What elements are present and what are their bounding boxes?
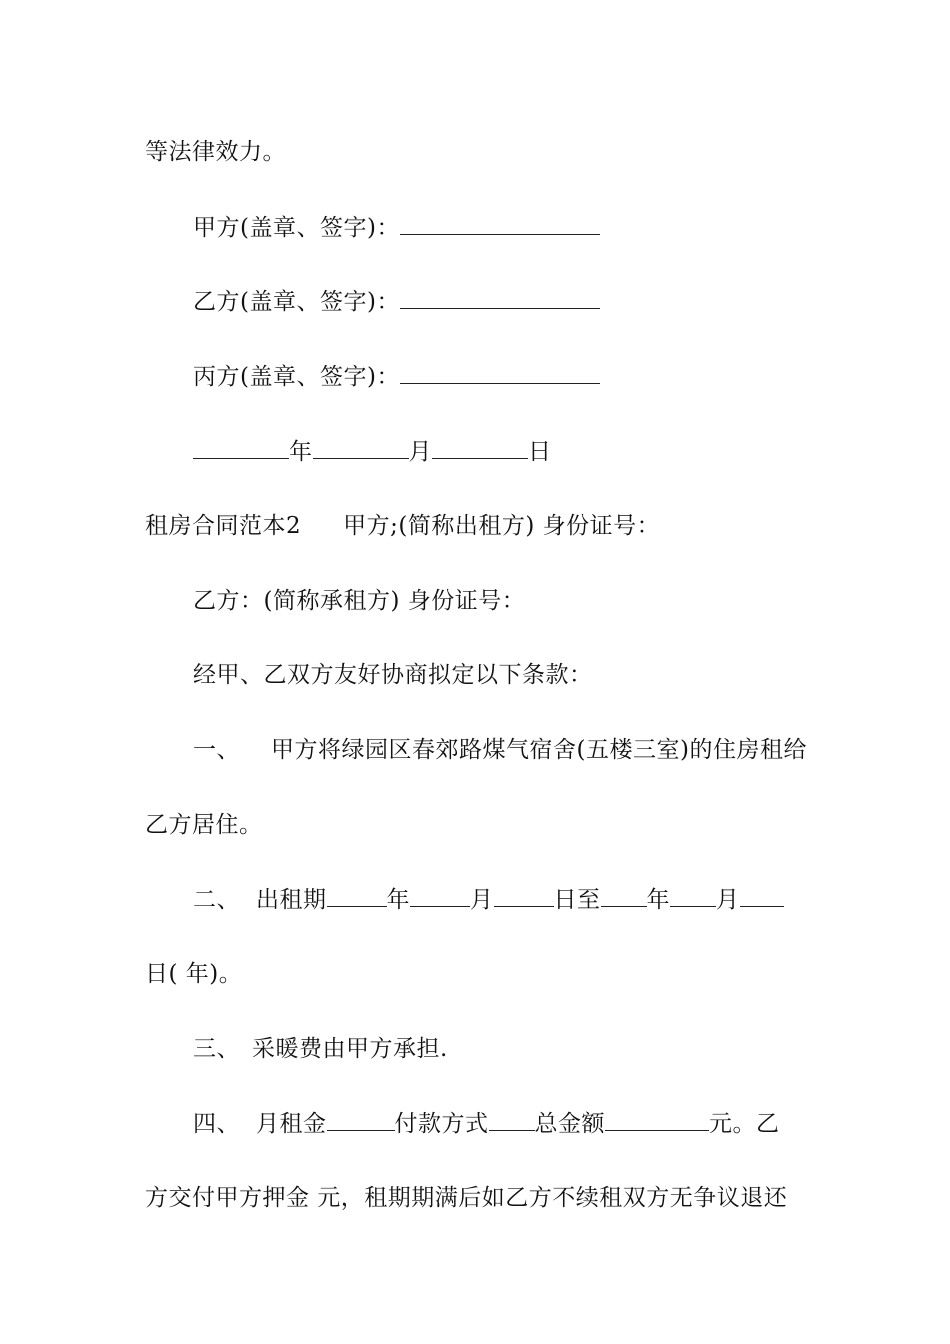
party-b-id: 乙方：(简称承租方) 身份证号： [193, 588, 526, 614]
clause-1 [193, 735, 807, 765]
clause-2-year: 年 [386, 887, 410, 913]
clause-2-blank-day [494, 884, 554, 907]
clause-4-blank-payment [489, 1108, 535, 1131]
clause-2-month: 月 [470, 887, 494, 913]
clause-2-dayto: 日至 [553, 887, 601, 913]
clause-3-text: 采暖费由甲方承担. [252, 1036, 448, 1062]
date-blank-year [193, 436, 289, 459]
date-month-label: 月 [408, 439, 432, 465]
text-line-1: 等法律效力。 [145, 139, 286, 165]
date-day-label: 日 [528, 439, 552, 465]
clause-1-number: 一、 [193, 737, 240, 763]
clause-2-label: 出租期 [256, 887, 327, 913]
clause-4-blank-total [605, 1108, 709, 1131]
clause-2-blank-year [327, 884, 387, 907]
clause-2-year2: 年 [646, 887, 670, 913]
clause-4-number: 四、 [193, 1111, 240, 1137]
clause-4-payment-label: 付款方式 [394, 1111, 489, 1137]
clause-2 [193, 884, 807, 915]
clause-2-blank-month2 [670, 884, 716, 907]
contract-title: 租房合同范本2 [145, 513, 302, 539]
signature-party-a [193, 212, 807, 243]
signature-party-b [193, 286, 807, 317]
clause-2-blank-month [410, 884, 470, 907]
clause-4-yuan: 元。乙 [709, 1111, 780, 1137]
clause-4-rent-label: 月租金 [256, 1111, 327, 1137]
clause-2-blank-day2 [740, 884, 784, 907]
clause-2-month2: 月 [716, 887, 740, 913]
signature-label-b: 乙方(盖章、签字)： [193, 289, 400, 315]
clause-4-total-label: 总金额 [534, 1111, 605, 1137]
clause-1-text: 甲方将绿园区春郊路煤气宿舍(五楼三室)的住房租给 [271, 737, 807, 763]
party-a-id: 甲方;(简称出租方) 身份证号： [343, 513, 661, 539]
clause-1-continued: 乙方居住。 [145, 812, 263, 838]
signature-blank-a [400, 212, 600, 235]
intro-line: 经甲、乙双方友好协商拟定以下条款： [193, 662, 593, 688]
signature-label-a: 甲方(盖章、签字)： [193, 215, 400, 241]
date-line [193, 436, 807, 467]
clause-2-continued: 日( 年)。 [145, 961, 243, 987]
contract-title-line [145, 511, 807, 541]
clause-3-number: 三、 [193, 1036, 240, 1062]
clause-4 [193, 1108, 807, 1139]
signature-label-c: 丙方(盖章、签字)： [193, 364, 400, 390]
signature-blank-b [400, 286, 600, 309]
clause-4-continued: 方交付甲方押金 元，租期期满后如乙方不续租双方无争议退还 [145, 1185, 788, 1211]
date-blank-month [313, 436, 409, 459]
signature-party-c [193, 361, 807, 392]
clause-3 [193, 1034, 807, 1064]
clause-4-blank-rent [327, 1108, 395, 1131]
date-blank-day [432, 436, 528, 459]
clause-2-blank-year2 [601, 884, 647, 907]
signature-blank-c [400, 361, 600, 384]
date-year-label: 年 [289, 439, 313, 465]
clause-2-number: 二、 [193, 887, 240, 913]
